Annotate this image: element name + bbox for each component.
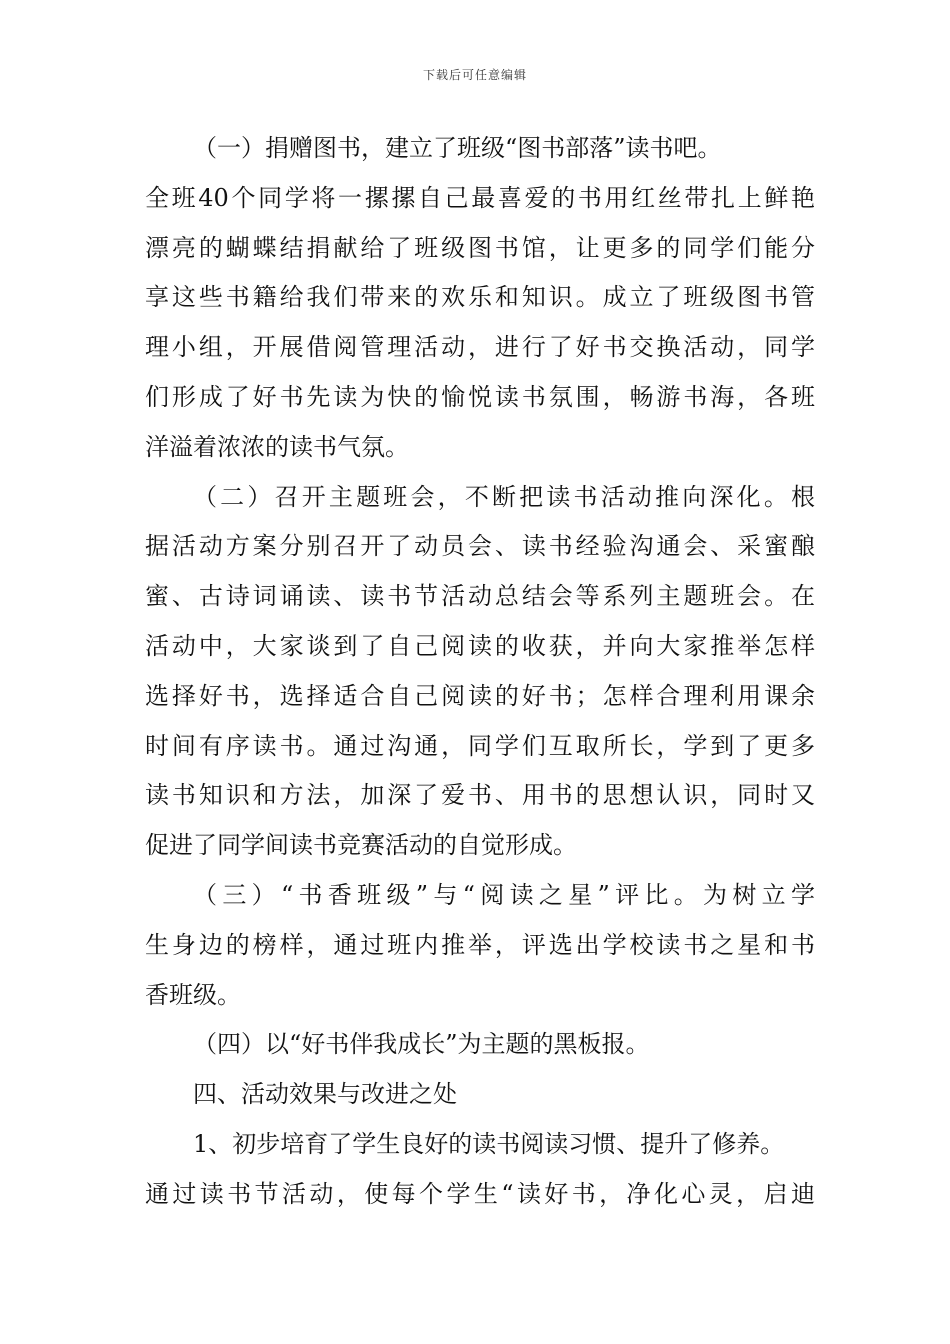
paragraph-4-line-1: （四）以“好书伴我成长”为主题的黑板报。 (193, 1030, 650, 1059)
paragraph-2-line-4: 活动中，大家谈到了自己阅读的收获，并向大家推举怎样 (145, 631, 815, 660)
paragraph-2-line-5: 选择好书，选择适合自己阅读的好书；怎样合理利用课余 (145, 681, 815, 710)
page-header-note: 下载后可任意编辑 (422, 68, 527, 82)
paragraph-3-line-3: 香班级。 (145, 980, 241, 1009)
paragraph-1-line-7: 洋溢着浓浓的读书气氛。 (145, 432, 409, 461)
paragraph-2-line-1: （二）召开主题班会，不断把读书活动推向深化。根 (193, 482, 815, 511)
paragraph-2-line-7: 读书知识和方法，加深了爱书、用书的思想认识，同时又 (145, 781, 815, 810)
paragraph-2-line-8: 促进了同学间读书竞赛活动的自觉形成。 (145, 831, 577, 860)
paragraph-3-line-2: 生身边的榜样，通过班内推举，评选出学校读书之星和书 (145, 930, 815, 959)
paragraph-1-line-5: 理小组，开展借阅管理活动，进行了好书交换活动，同学 (145, 333, 815, 362)
paragraph-1-line-3: 漂亮的蝴蝶结捐献给了班级图书馆，让更多的同学们能分 (145, 233, 815, 262)
section-heading: 四、活动效果与改进之处 (193, 1080, 457, 1109)
paragraph-1-line-6: 们形成了好书先读为快的愉悦读书氛围，畅游书海，各班 (145, 382, 815, 411)
paragraph-1-line-1: （一）捐赠图书，建立了班级“图书部落”读书吧。 (193, 134, 722, 162)
paragraph-1-line-2: 全班40个同学将一摞摞自己最喜爱的书用红丝带扎上鲜艳 (145, 183, 815, 212)
paragraph-1-line-4: 享这些书籍给我们带来的欢乐和知识。成立了班级图书管 (145, 283, 815, 312)
paragraph-2-line-2: 据活动方案分别召开了动员会、读书经验沟通会、采蜜酿 (145, 532, 815, 561)
paragraph-2-line-6: 时间有序读书。通过沟通，同学们互取所长，学到了更多 (145, 731, 815, 760)
paragraph-5-line-1: 1、初步培育了学生良好的读书阅读习惯、提升了修养。 (193, 1129, 785, 1158)
paragraph-3-line-1: （三）“书香班级”与“阅读之星”评比。为树立学 (193, 880, 815, 909)
document-body (145, 124, 815, 1220)
paragraph-5-line-2: 通过读书节活动，使每个学生“读好书，净化心灵，启迪 (145, 1179, 815, 1208)
paragraph-2-line-3: 蜜、古诗词诵读、读书节活动总结会等系列主题班会。在 (145, 582, 815, 611)
